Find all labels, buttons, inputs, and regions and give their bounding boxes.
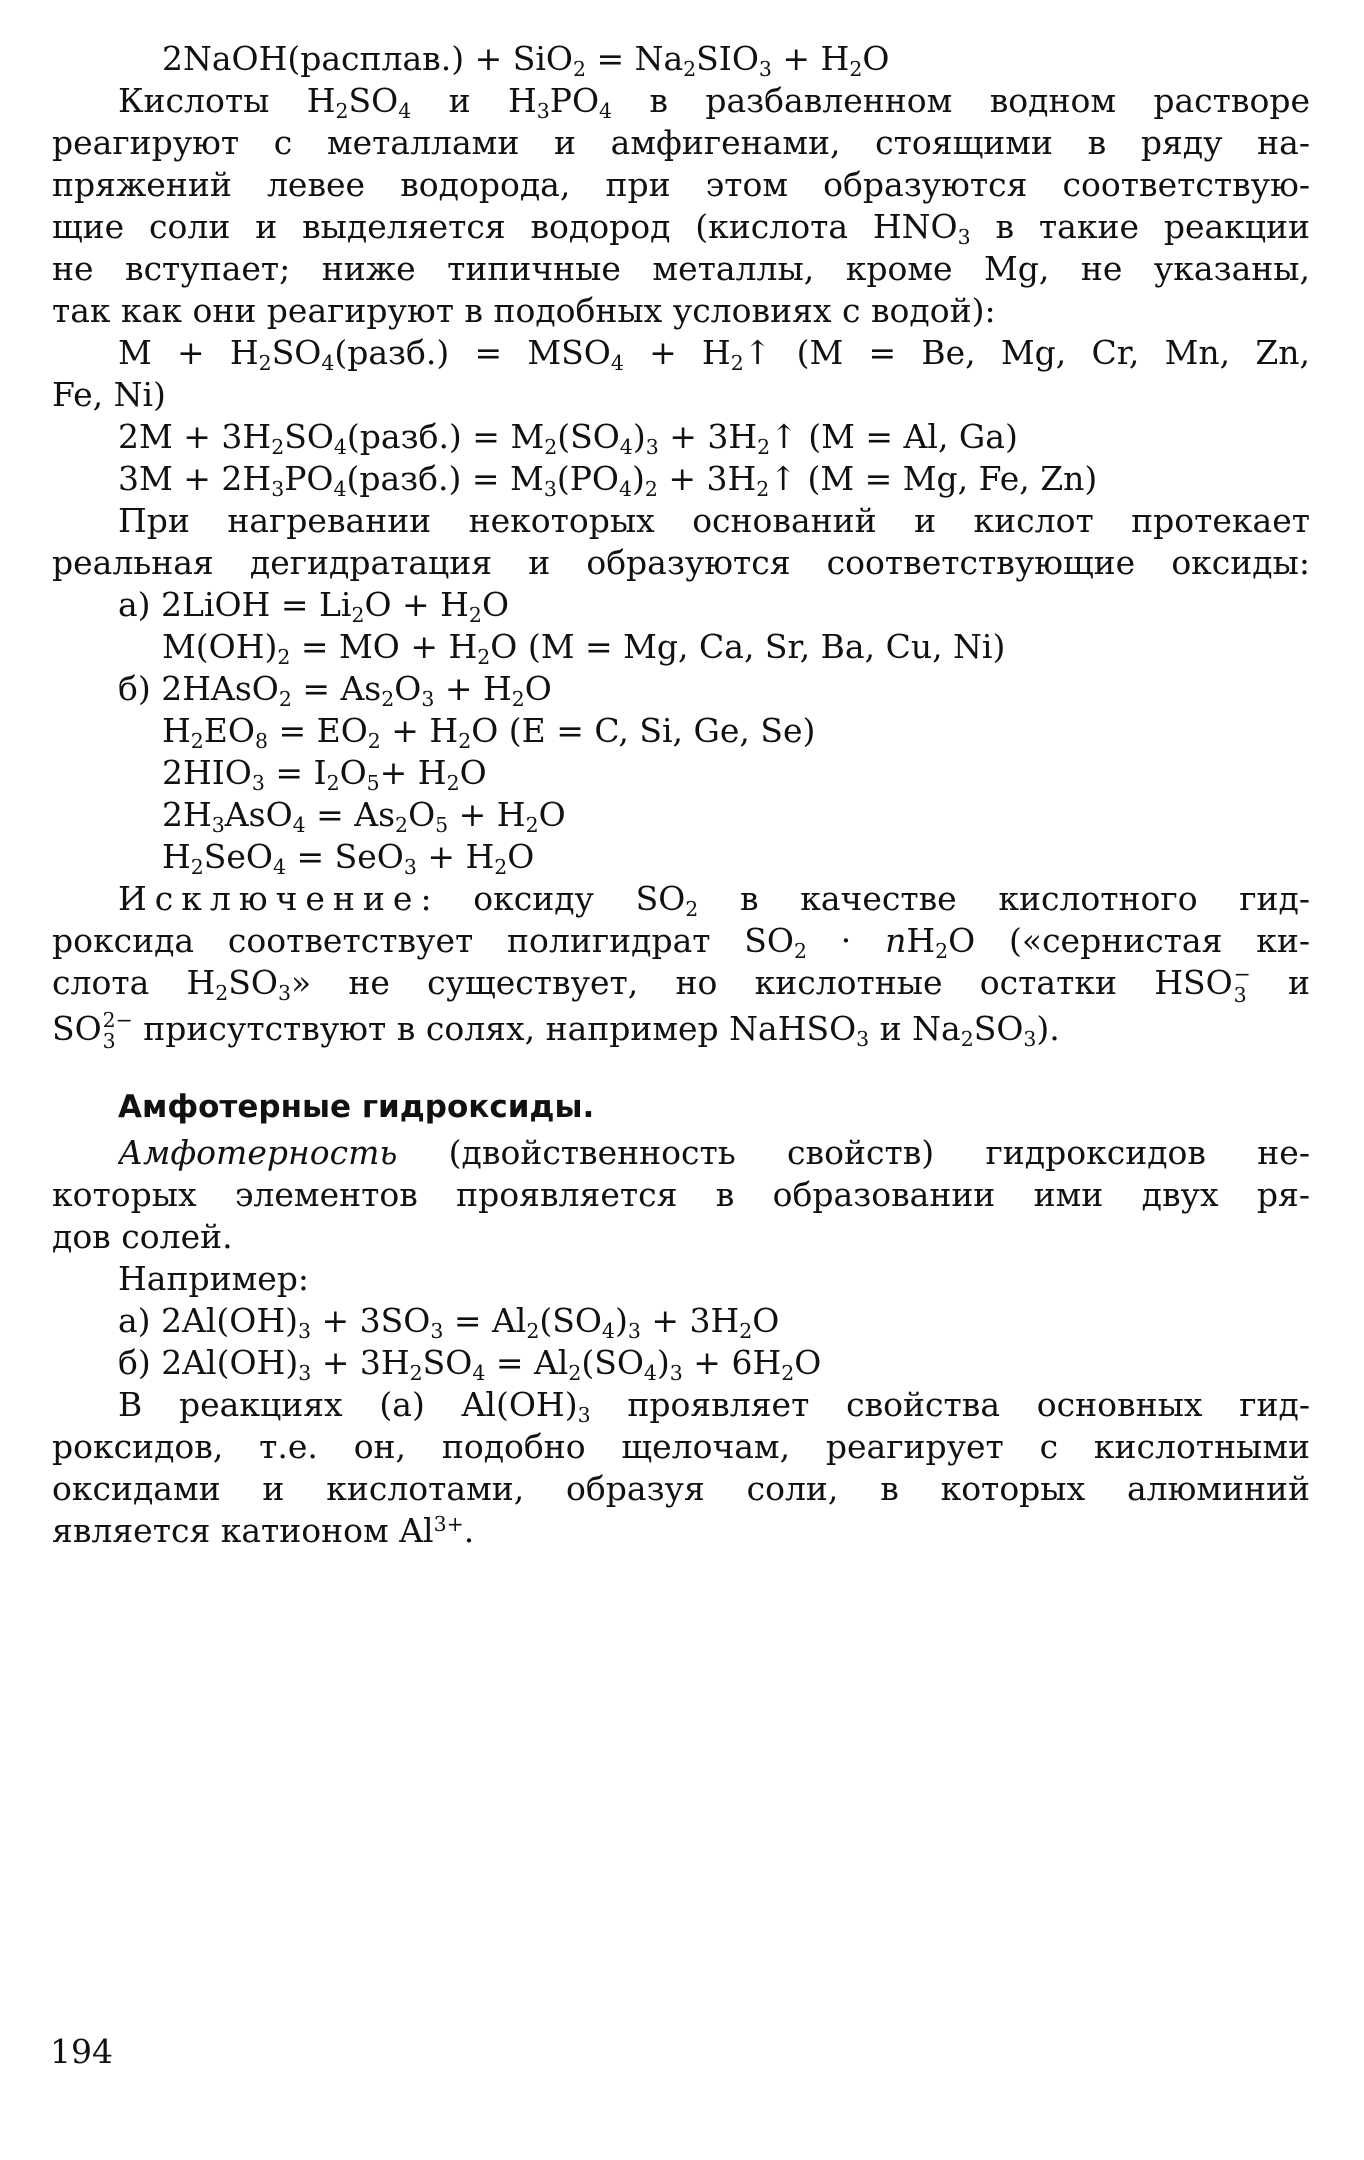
- paragraph-text: В реакциях (а) $Al(OH)_3$ проявляет свойства основных гид-: [118, 1385, 1310, 1428]
- equation-line: $M(OH)_2$ = MO + $H_2O$ (M = Mg, Ca, Sr, Ba, Cu, Ni): [162, 627, 1006, 670]
- equation-line: $H_2EO_8 = EO_2 + H_2O$ (E = C, Si, Ge, Se): [162, 711, 816, 754]
- equation-line: $M + H_2SO_4(разб.) = MSO_4$ + $H_2↑$ (M = Be, Mg, Cr, Mn, Zn,: [118, 333, 1310, 376]
- equation-line: $H_2SeO_4 = SeO_3 + H_2O$: [162, 837, 535, 880]
- text-line: [52, 1000, 1310, 1058]
- paragraph-text: щие соли и выделяется водород (кислота $HNO_3$ в такие реакции: [52, 207, 1310, 250]
- paragraph-text: не вступает; ниже типичные металлы, кроме Mg, не указаны,: [52, 249, 1310, 288]
- paragraph-text: реагируют с металлами и амфигенами, стоящими в ряду на-: [52, 123, 1310, 162]
- equation-line: б) 2HAsO$_2$ = $As_2O_3 + H_2O$: [118, 669, 552, 712]
- equation-naoh-sio2: 2NaOH(расплав.) + $SiO_2 = Na_2SIO_3 + H_2O$: [162, 39, 890, 82]
- paragraph-text: роксидов, т.е. он, подобно щелочам, реагирует с кислотными: [52, 1427, 1310, 1466]
- paragraph-text: которых элементов проявляется в образовании ими двух ря-: [52, 1175, 1310, 1214]
- equation-line: б) $2Al(OH)_3 + 3H_2SO_4 = Al_2(SO_4)_3 + 6H_2O$: [118, 1343, 822, 1386]
- text-line: [52, 1502, 1310, 1560]
- paragraph-text: оксидами и кислотами, образуя соли, в которых алюминий: [52, 1469, 1310, 1508]
- equation-line: Fe, Ni): [52, 375, 166, 414]
- paragraph-text: является катионом $Al^{3+}$.: [52, 1511, 475, 1550]
- paragraph-text: так как они реагируют в подобных условиях с водой):: [52, 291, 996, 330]
- equation-line: $2H_3AsO_4 = As_2O_5 + H_2O$: [162, 795, 566, 838]
- equation-line: $3M + 2H_3PO_4(разб.) = M_3(PO_4)_2$ + $3H_2↑$ (M = Mg, Fe, Zn): [118, 459, 1098, 502]
- paragraph-text: SO 2− 3 присутствуют в солях, например NaHSO$_3$ и $Na_2SO_3$).: [52, 1007, 1060, 1053]
- equation-line: а) 2LiOH = $Li_2O + H_2O$: [118, 585, 509, 628]
- equation-line: а) $2Al(OH)_3 + 3SO_3 = Al_2(SO_4)_3 + 3H_2O$: [118, 1301, 780, 1344]
- heading-text: Амфотерные гидроксиды.: [118, 1089, 595, 1125]
- equation-line: $2HIO_3 = I_2O_5+ H_2O$: [162, 753, 487, 796]
- paragraph-text: Амфотерность (двойственность свойств) гидроксидов не-: [118, 1133, 1310, 1172]
- paragraph-text: дов солей.: [52, 1217, 233, 1256]
- equation-line: $2M + 3H_2SO_4(разб.) = M_2(SO_4)_3$ + $3H_2↑$ (M = Al, Ga): [118, 417, 1018, 460]
- paragraph-text: слота $H_2SO_3$» не существует, но кислотные остатки HSO − 3 и: [52, 961, 1310, 1007]
- paragraph-text: роксида соответствует полигидрат $SO_2 \cdot nH_2O$ («сернистая ки-: [52, 921, 1310, 964]
- paragraph-text: пряжений левее водорода, при этом образуются соответствую-: [52, 165, 1310, 204]
- paragraph-text: Например:: [118, 1259, 310, 1298]
- paragraph-text: реальная дегидратация и образуются соответствующие оксиды:: [52, 543, 1310, 582]
- paragraph-text: Кислоты $H_2SO_4$ и $H_3PO_4$ в разбавленном водном растворе: [118, 81, 1310, 124]
- paragraph-text: При нагревании некоторых оснований и кислот протекает: [118, 501, 1310, 540]
- exception-text: Исключение: оксиду $SO_2$ в качестве кислотного гид-: [118, 879, 1310, 922]
- page-number: 194: [50, 2032, 113, 2071]
